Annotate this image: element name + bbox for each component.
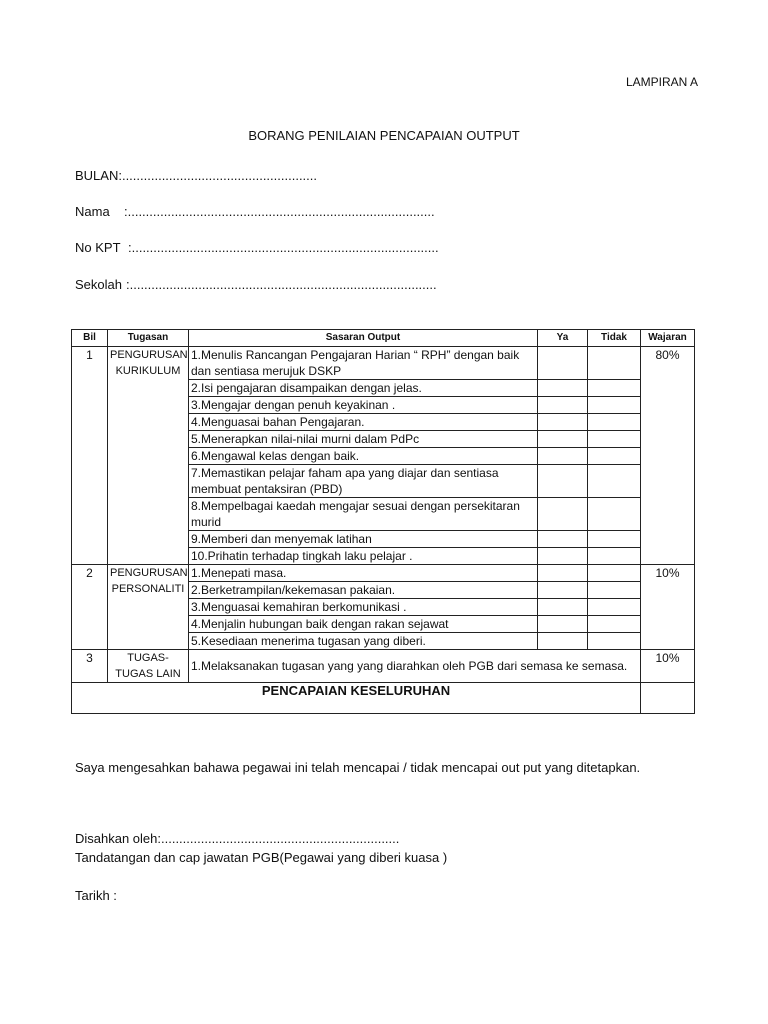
table-row	[72, 347, 695, 380]
output-cell: 4.Menguasai bahan Pengajaran.	[189, 414, 538, 431]
ya-checkbox-cell[interactable]	[538, 414, 588, 431]
tugasan-cell: PENGURUSAN KURIKULUM	[108, 347, 189, 565]
tugasan-cell: TUGAS-TUGAS LAIN	[108, 650, 189, 683]
output-cell: 7.Memastikan pelajar faham apa yang diajar dan sentiasa membuat pentaksiran (PBD)	[189, 465, 538, 498]
header-tidak: Tidak	[588, 330, 641, 347]
output-cell: 3.Mengajar dengan penuh keyakinan .	[189, 397, 538, 414]
output-cell: 2.Berketrampilan/kekemasan pakaian.	[189, 582, 538, 599]
ya-checkbox-cell[interactable]	[538, 531, 588, 548]
tidak-checkbox-cell[interactable]	[588, 616, 641, 633]
bil-cell: 1	[72, 347, 108, 565]
ya-checkbox-cell[interactable]	[538, 548, 588, 565]
ya-checkbox-cell[interactable]	[538, 448, 588, 465]
output-cell: 1.Melaksanakan tugasan yang yang diarahkan oleh PGB dari semasa ke semasa.	[189, 650, 641, 683]
header-sasaran: Sasaran Output	[189, 330, 538, 347]
ya-checkbox-cell[interactable]	[538, 565, 588, 582]
bulan-field: BULAN:......................................................	[75, 168, 317, 183]
tidak-checkbox-cell[interactable]	[588, 414, 641, 431]
signature-line: Tandatangan dan cap jawatan PGB(Pegawai yang diberi kuasa )	[75, 850, 448, 865]
output-cell: 8.Mempelbagai kaedah mengajar sesuai dengan persekitaran murid	[189, 498, 538, 531]
wajaran-cell: 10%	[641, 565, 695, 650]
lampiran-label: LAMPIRAN A	[626, 75, 699, 89]
ya-checkbox-cell[interactable]	[538, 380, 588, 397]
tidak-checkbox-cell[interactable]	[588, 465, 641, 498]
ya-checkbox-cell[interactable]	[538, 633, 588, 650]
disahkan-field: Disahkan oleh:..................................................................	[75, 831, 400, 846]
nama-label: Nama	[75, 204, 110, 219]
output-cell: 2.Isi pengajaran disampaikan dengan jelas.	[189, 380, 538, 397]
tidak-checkbox-cell[interactable]	[588, 531, 641, 548]
output-cell: 1.Menulis Rancangan Pengajaran Harian “ RPH” dengan baik dan sentiasa merujuk DSKP	[189, 347, 538, 380]
nama-field: :.....................................................................................	[124, 204, 435, 219]
ya-checkbox-cell[interactable]	[538, 498, 588, 531]
tidak-checkbox-cell[interactable]	[588, 431, 641, 448]
table-row	[72, 565, 695, 582]
total-label: PENCAPAIAN KESELURUHAN	[72, 683, 641, 714]
bil-cell: 3	[72, 650, 108, 683]
sekolah-field: :.....................................................................................	[126, 277, 437, 292]
output-cell: 1.Menepati masa.	[189, 565, 538, 582]
nokpt-label: No KPT	[75, 240, 121, 255]
total-value-cell[interactable]	[641, 683, 695, 714]
tidak-checkbox-cell[interactable]	[588, 448, 641, 465]
output-cell: 9.Memberi dan menyemak latihan	[189, 531, 538, 548]
bil-cell: 2	[72, 565, 108, 650]
tidak-checkbox-cell[interactable]	[588, 565, 641, 582]
form-title: BORANG PENILAIAN PENCAPAIAN OUTPUT	[248, 128, 520, 143]
tidak-checkbox-cell[interactable]	[588, 498, 641, 531]
evaluation-table	[71, 329, 695, 714]
ya-checkbox-cell[interactable]	[538, 465, 588, 498]
table-row	[72, 650, 695, 683]
header-tugasan: Tugasan	[108, 330, 189, 347]
nokpt-field: :.....................................................................................	[128, 240, 439, 255]
header-ya: Ya	[538, 330, 588, 347]
tidak-checkbox-cell[interactable]	[588, 397, 641, 414]
wajaran-cell: 80%	[641, 347, 695, 565]
tidak-checkbox-cell[interactable]	[588, 599, 641, 616]
sekolah-label: Sekolah	[75, 277, 122, 292]
total-row	[72, 683, 695, 714]
tidak-checkbox-cell[interactable]	[588, 582, 641, 599]
header-bil: Bil	[72, 330, 108, 347]
ya-checkbox-cell[interactable]	[538, 397, 588, 414]
output-cell: 5.Menerapkan nilai-nilai murni dalam PdPc	[189, 431, 538, 448]
output-cell: 4.Menjalin hubungan baik dengan rakan sejawat	[189, 616, 538, 633]
table-header-row	[72, 330, 695, 347]
wajaran-cell: 10%	[641, 650, 695, 683]
tidak-checkbox-cell[interactable]	[588, 380, 641, 397]
output-cell: 10.Prihatin terhadap tingkah laku pelajar .	[189, 548, 538, 565]
ya-checkbox-cell[interactable]	[538, 582, 588, 599]
tugasan-cell: PENGURUSAN PERSONALITI	[108, 565, 189, 650]
ya-checkbox-cell[interactable]	[538, 616, 588, 633]
ya-checkbox-cell[interactable]	[538, 347, 588, 380]
tidak-checkbox-cell[interactable]	[588, 347, 641, 380]
output-cell: 3.Menguasai kemahiran berkomunikasi .	[189, 599, 538, 616]
output-cell: 5.Kesediaan menerima tugasan yang diberi.	[189, 633, 538, 650]
date-label: Tarikh :	[75, 888, 117, 903]
output-cell: 6.Mengawal kelas dengan baik.	[189, 448, 538, 465]
ya-checkbox-cell[interactable]	[538, 431, 588, 448]
tidak-checkbox-cell[interactable]	[588, 633, 641, 650]
ya-checkbox-cell[interactable]	[538, 599, 588, 616]
tidak-checkbox-cell[interactable]	[588, 548, 641, 565]
header-wajaran: Wajaran	[641, 330, 695, 347]
confirmation-statement: Saya mengesahkan bahawa pegawai ini telah mencapai / tidak mencapai out put yang ditetapkan.	[75, 760, 641, 775]
